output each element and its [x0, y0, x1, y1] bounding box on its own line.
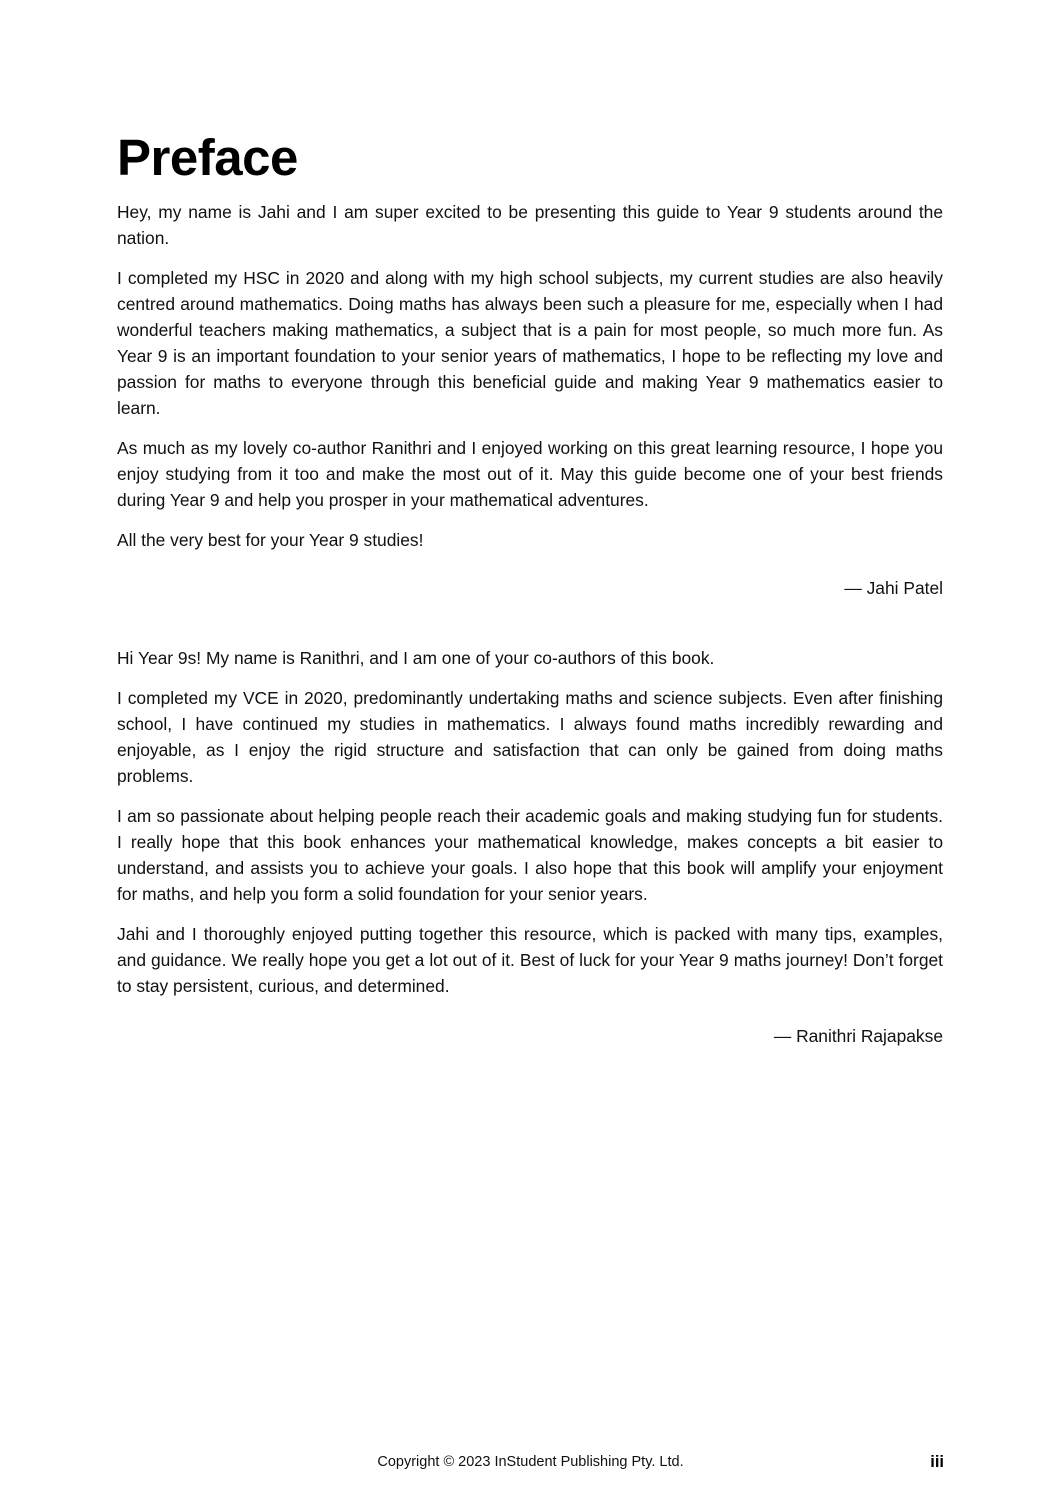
preface-section-jahi — [117, 199, 943, 601]
paragraph: Hey, my name is Jahi and I am super excited to be presenting this guide to Year 9 students around the nation. — [117, 202, 943, 248]
page-content — [117, 129, 943, 1049]
page-number: iii — [930, 1453, 944, 1471]
paragraph: Jahi and I thoroughly enjoyed putting together this resource, which is packed with many tips, examples, and guidance. We really hope you get a lot out of it. Best of luck for your Year 9 maths journey! Don’t forget to stay persistent, curious, and determined. — [117, 924, 943, 996]
page-footer — [117, 1451, 944, 1473]
page-title: Preface — [117, 129, 298, 186]
author-signature: — Ranithri Rajapakse — [773, 1026, 943, 1046]
preface-section-ranithri — [117, 645, 943, 1049]
paragraph: I am so passionate about helping people reach their academic goals and making studying fun for students. I really hope that this book enhances your mathematical knowledge, makes concepts a bit easier to understand, and assists you to achieve your goals. I also hope that this book will amplify your enjoyment for maths, and help you form a solid foundation for your senior years. — [117, 806, 943, 904]
paragraph: I completed my HSC in 2020 and along with my high school subjects, my current studies are also heavily centred around mathematics. Doing maths has always been such a pleasure for me, especially when I had wonderful teachers making mathematics, a subject that is a pain for most people, so much more fun. As Year 9 is an important foundation to your senior years of mathematics, I hope to be reflecting my love and passion for maths to everyone through this beneficial guide and making Year 9 mathematics easier to learn. — [117, 268, 943, 418]
author-signature: — Jahi Patel — [844, 578, 943, 598]
copyright-notice: Copyright © 2023 InStudent Publishing Pty. Ltd. — [377, 1454, 684, 1470]
paragraph: Hi Year 9s! My name is Ranithri, and I am one of your co-authors of this book. — [117, 648, 715, 668]
paragraph: All the very best for your Year 9 studies! — [117, 530, 424, 550]
paragraph: I completed my VCE in 2020, predominantly undertaking maths and science subjects. Even after finishing school, I have continued my studies in mathematics. I always found maths incredibly rewarding and enjoyable, as I enjoy the rigid structure and satisfaction that can only be gained from doing maths problems. — [117, 688, 943, 786]
paragraph: As much as my lovely co-author Ranithri and I enjoyed working on this great learning resource, I hope you enjoy studying from it too and make the most out of it. May this guide become one of your best friends during Year 9 and help you prosper in your mathematical adventures. — [117, 438, 943, 510]
section-divider-spacer — [117, 601, 943, 645]
